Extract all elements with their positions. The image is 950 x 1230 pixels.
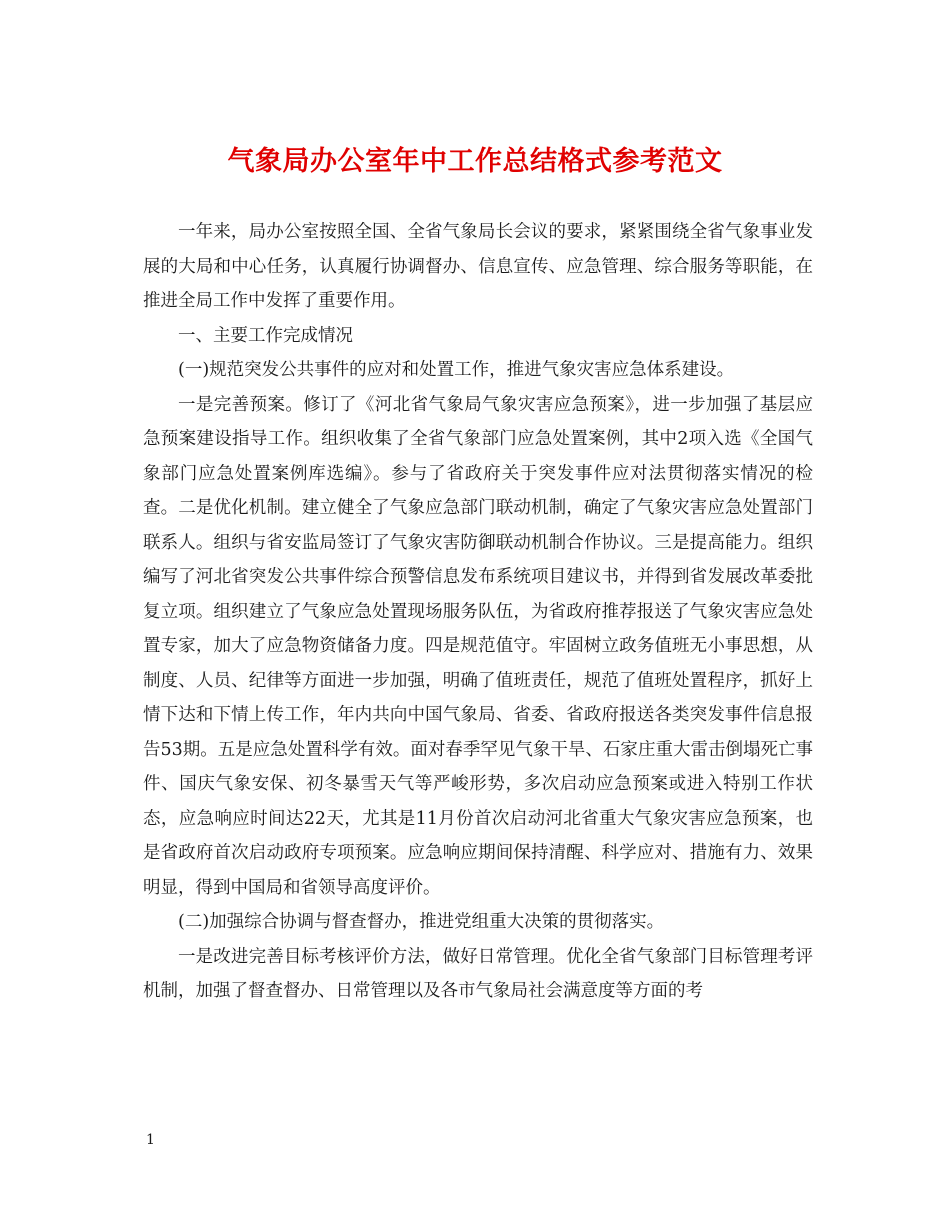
paragraph-coordination-details: 一是改进完善目标考核评价方法，做好日常管理。优化全省气象部门目标管理考评机制，加强了督查督办、日常管理以及各市气象局社会满意度等方面的考 (143, 946, 813, 1001)
document-body (143, 215, 813, 1009)
page-number: 1 (146, 1132, 155, 1148)
paragraph-intro: 一年来，局办公室按照全国、全省气象局长会议的要求，紧紧围绕全省气象事业发展的大局和中心任务，认真履行协调督办、信息宣传、应急管理、综合服务等职能，在推进全局工作中发挥了重要作用。 (143, 222, 813, 311)
section-heading-main-work: 一、主要工作完成情况 (178, 325, 353, 346)
paragraph-emergency-details: 一是完善预案。修订了《河北省气象局气象灾害应急预案》，进一步加强了基层应急预案建设指导工作。组织收集了全省气象部门应急处置案例，其中2项入选《全国气象部门应急处置案例库选编》。参与了省政府关于突发事件应对法贯彻落实情况的检查。二是优化机制。建立健全了气象应急部门联动机制，确定了气象灾害应急处置部门联系人。组织与省安监局签订了气象灾害防御联动机制合作协议。三是提高能力。组织编写了河北省突发公共事件综合预警信息发布系统项目建议书，并得到省发展改革委批复立项。组织建立了气象应急处置现场服务队伍，为省政府推荐报送了气象灾害应急处置专家，加大了应急物资储备力度。四是规范值守。牢固树立政务值班无小事思想，从制度、人员、纪律等方面进一步加强，明确了值班责任，规范了值班处置程序，抓好上情下达和下情上传工作，年内共向中国气象局、省委、省政府报送各类突发事件信息报告53期。五是应急处置科学有效。面对春季罕见气象干旱、石家庄重大雷击倒塌死亡事件、国庆气象安保、初冬暴雪天气等严峻形势，多次启动应急预案或进入特别工作状态，应急响应时间达22天，尤其是11月份首次启动河北省重大气象灾害应急预案，也是省政府首次启动政府专项预案。应急响应期间保持清醒、科学应对、措施有力、效果明显，得到中国局和省领导高度评价。 (143, 394, 813, 898)
subsection-heading-coordination: (二)加强综合协调与督查督办，推进党组重大决策的贯彻落实。 (178, 912, 665, 932)
document-title: 气象局办公室年中工作总结格式参考范文 (227, 146, 723, 177)
subsection-heading-emergency: (一)规范突发公共事件的应对和处置工作，推进气象灾害应急体系建设。 (178, 360, 735, 380)
